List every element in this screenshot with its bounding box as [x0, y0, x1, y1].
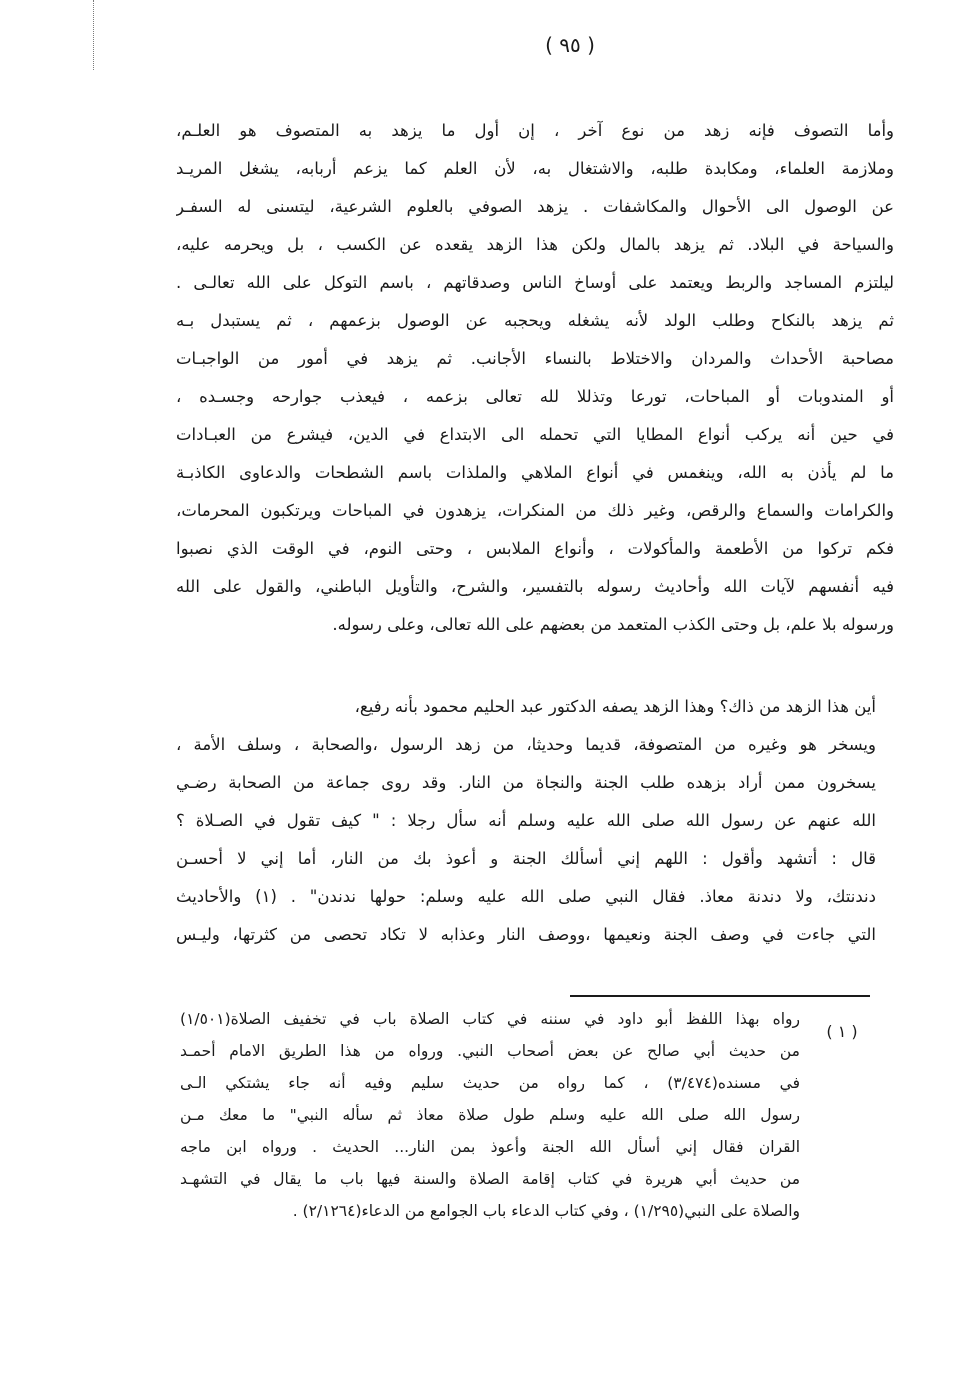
text-line: وأما التصوف فإنه زهد من نوع آخر ، إن أول ما يزهد به المتصوف هو العلـم، — [176, 121, 894, 140]
text-line: مصاحبة الأحداث والمردان والاختلاط بالنساء الأجانب. ثم يزهد في أمور من الواجبـات — [176, 349, 894, 368]
text-line: التي جاءت في وصف الجنة ونعيمها ،ووصف النار وعذابه لا تكاد تحصى من كثرتها، وليـس — [176, 925, 876, 944]
text-line: الله عنهم عن رسول الله صلى الله عليه وسلم أنه سأل رجلا : " كيف تقول في الصـلاة ؟ — [176, 811, 876, 830]
text-line: فيه أنفسهم لآيات الله وأحاديث رسوله بالتفسير، والشرح، والتأويل الباطني، والقول على الله — [176, 577, 894, 596]
footnote-line: والصلاة على النبي(١/٢٩٥) ، وفي كتاب الدعاء باب الجوامع من الدعاء(٢/١٢٦٤) . — [292, 1202, 800, 1220]
text-line: فكم تركوا من الأطعمة والمأكولات ، وأنواع الملابس ، وحتى النوم، في الوقت الذي نصبوا — [176, 539, 894, 558]
footnote-line: القران فقال إني أسأل الله الجنة وأعوذ بمن النار... الحديث . ورواه ابن ماجه — [180, 1138, 800, 1156]
text-line: ويسخر هو وغيره من المتصوفة، قديما وحديثا، من زهد الرسول ،والصحابة ، وسلف الأمة ، — [176, 735, 876, 754]
page-number: ( ٩٥ ) — [545, 33, 595, 57]
text-line: والسياحة في البلاد. ثم يزهد بالمال ولكن هذا الزهد يقعده عن الكسب ، بل ويحرمه عليه، — [176, 235, 894, 254]
footnote-separator — [570, 995, 870, 997]
text-line: قال : أتشهد وأقول : اللهم إني أسألك الجنة و أعوذ بك من النار، أما إني لا أحسـن — [176, 849, 876, 868]
footnote-line: رواه بهذا اللفظ أبو داود في سننه في كتاب الصلاة باب في تخفيف الصلاة(١/٥٠١) — [180, 1010, 800, 1028]
text-line: أو المندوبات أو المباحات، تورعا وتذللا لله تعالى بزعمه ، فيعذب جوارحه وجسـده ، — [176, 387, 894, 406]
footnote-line: من حديث أبي صالح عن بعض أصحاب النبي. ورواه من هذا الطريق الامام أحمـد — [180, 1042, 800, 1060]
text-line: وملازمة العلماء، ومكابدة طلبه، والاشتغال به، لأن العلم كما يزعم أربابه، يشغل المريـد — [176, 159, 894, 178]
footnote-line: من حديث أبي هريرة في كتاب إقامة الصلاة والسنة فيها باب ما يقال في التشهـد — [180, 1170, 800, 1188]
text-line: ورسوله بلا علم، بل وحتى الكذب المتعمد من بعضهم على الله تعالى، وعلى رسوله. — [332, 615, 894, 634]
paragraph-comparison-zuhd — [176, 688, 876, 978]
text-line: ما لم يأذن به الله، وينغمس في أنواع الملاهي والملذات باسم الشطحات والدعاوى الكاذبـة — [176, 463, 894, 482]
text-line: دندنتك، ولا دندنة معاذ. فقال النبي صلى الله عليه وسلم: حولها ندندن" . (١) والأحاديث — [176, 887, 876, 906]
text-line: يسخرون ممن أراد بزهده طلب الجنة والنجاة من النار. وقد روى جماعة من الصحابة رضـي — [176, 773, 876, 792]
footnote-line: في مسنده(٣/٤٧٤) ، كما رواه من حديث سليم وفيه أنه جاء يشتكي الـى — [180, 1074, 800, 1092]
footnote-marker: ( ١ ) — [826, 1022, 858, 1041]
footnote-line: رسول الله صلى الله عليه وسلم طول صلاة معاذ ثم سأله النبي" ما معك مـن — [180, 1106, 800, 1124]
text-line: والكرامات والسماع والرقص، وغير ذلك من المنكرات، يزهدون في المباحات ويرتكبون المحرمات، — [176, 501, 894, 520]
text-line: في حين أنه يركب أنواع المطايا التي تحمله الى الابتداع في الدين، فيشرع من العبـادات — [176, 425, 894, 444]
text-line: ليلتزم المساجد والربط ويعتمد على أوساخ الناس وصدقاتهم ، باسم التوكل على الله تعالـى . — [176, 273, 894, 292]
paragraph-sufism-asceticism — [176, 112, 894, 672]
text-line: ثم يزهد بالنكاح وطلب الولد لأنه يشغله ويحجبه عن الوصول بزعمهم ، ثم يستبدل بـه — [176, 311, 894, 330]
text-line: عن الوصول الى الأحوال والمكاشفات . يزهد الصوفي بالعلوم الشرعية، ليتسنى له السفـر — [176, 197, 894, 216]
footnote — [180, 1004, 800, 1234]
text-line: أين هذا الزهد من ذاك؟ وهذا الزهد يصفه الدكتور عبد الحليم محمود بأنه رفيع، — [354, 697, 876, 716]
